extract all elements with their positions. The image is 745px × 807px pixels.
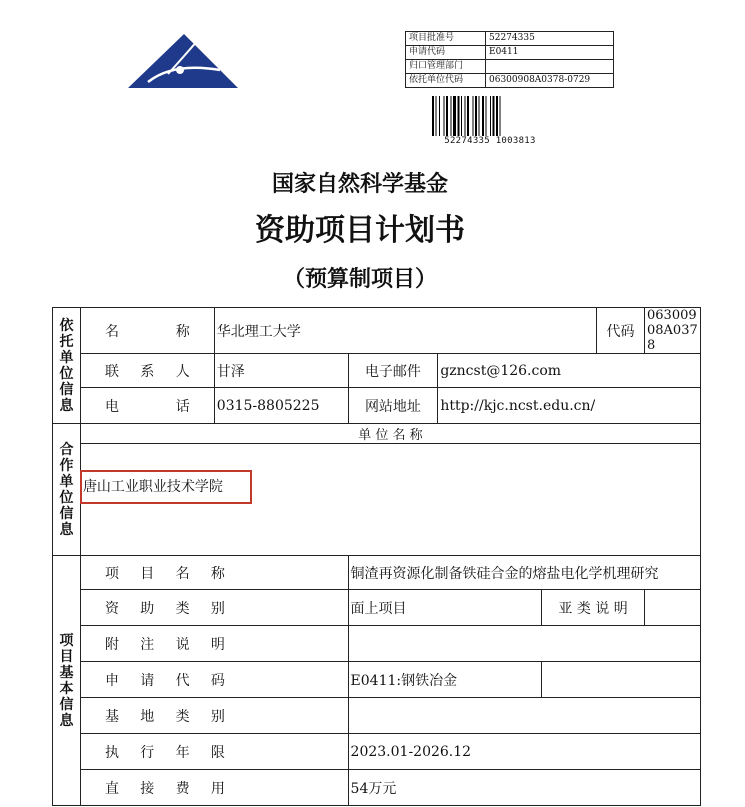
host-phone-row (53, 388, 701, 424)
project-title-value: 铜渣再资源化制备铁硅合金的熔盐电化学机理研究 (348, 556, 700, 590)
partner-header-row (53, 424, 701, 444)
application-code-extra (542, 662, 701, 698)
info-row: 依托单位代码 06300908A0378-0729 (406, 74, 614, 88)
website-label: 网站地址 (348, 388, 438, 424)
project-plan-table (52, 307, 701, 806)
info-row: 申请代码 E0411 (406, 46, 614, 60)
project-row (53, 556, 701, 590)
row-label: 执 行 年 限 (80, 734, 348, 770)
title-foundation: 国家自然科学基金 (271, 172, 448, 197)
project-row (53, 734, 701, 770)
row-label: 申 请 代 码 (80, 662, 348, 698)
name-label: 名 称 (80, 308, 214, 354)
partner-header: 单 位 名 称 (80, 424, 700, 444)
project-section-label: 项 目 基 本 信 息 (53, 556, 81, 806)
subtype-value (645, 590, 701, 626)
barcode (432, 96, 548, 136)
highlight-box (80, 470, 252, 504)
notes-value (348, 626, 700, 662)
duration-value: 2023.01-2026.12 (348, 734, 700, 770)
website-value: http://kjc.ncst.edu.cn/ (438, 388, 701, 424)
application-code-value: E0411:钢铁冶金 (348, 662, 542, 698)
row-label: 资 助 类 别 (80, 590, 348, 626)
barcode-number: 52274335 1003813 (444, 136, 536, 146)
partner-spacer-row (53, 444, 701, 466)
info-row: 归口管理部门 (406, 60, 614, 74)
row-label: 基 地 类 别 (80, 698, 348, 734)
subtype-label: 亚 类 说 明 (542, 590, 645, 626)
host-name-row (53, 308, 701, 354)
code-value: 06300908A0378 (645, 308, 701, 354)
email-value: gzncst@126.com (438, 354, 701, 388)
host-section-label: 依 托 单 位 信 息 (53, 308, 81, 424)
project-row (53, 626, 701, 662)
contact-label: 联 系 人 (80, 354, 214, 388)
project-row (53, 770, 701, 806)
project-row (53, 662, 701, 698)
phone-label: 电 话 (80, 388, 214, 424)
email-label: 电子邮件 (348, 354, 438, 388)
contact-value: 甘泽 (214, 354, 348, 388)
project-row (53, 590, 701, 626)
direct-cost-value: 54万元 (348, 770, 700, 806)
info-row: 项目批准号 52274335 (406, 32, 614, 46)
base-type-value (348, 698, 700, 734)
nsfc-logo (128, 32, 238, 90)
row-label: 直 接 费 用 (80, 770, 348, 806)
funding-type-value: 面上项目 (348, 590, 542, 626)
row-label: 项 目 名 称 (80, 556, 348, 590)
partner-section-label: 合 作 单 位 信 息 (53, 424, 81, 556)
row-label: 附 注 说 明 (80, 626, 348, 662)
host-name-value: 华北理工大学 (214, 308, 596, 354)
project-row (53, 698, 701, 734)
partner-name: 唐山工业职业技术学院 (80, 466, 700, 556)
title-main: 资助项目计划书 (255, 213, 465, 248)
code-label: 代码 (597, 308, 645, 354)
phone-value: 0315-8805225 (214, 388, 348, 424)
title-sub: （预算制项目） (282, 267, 437, 292)
host-contact-row (53, 354, 701, 388)
approval-info-table (405, 31, 614, 88)
